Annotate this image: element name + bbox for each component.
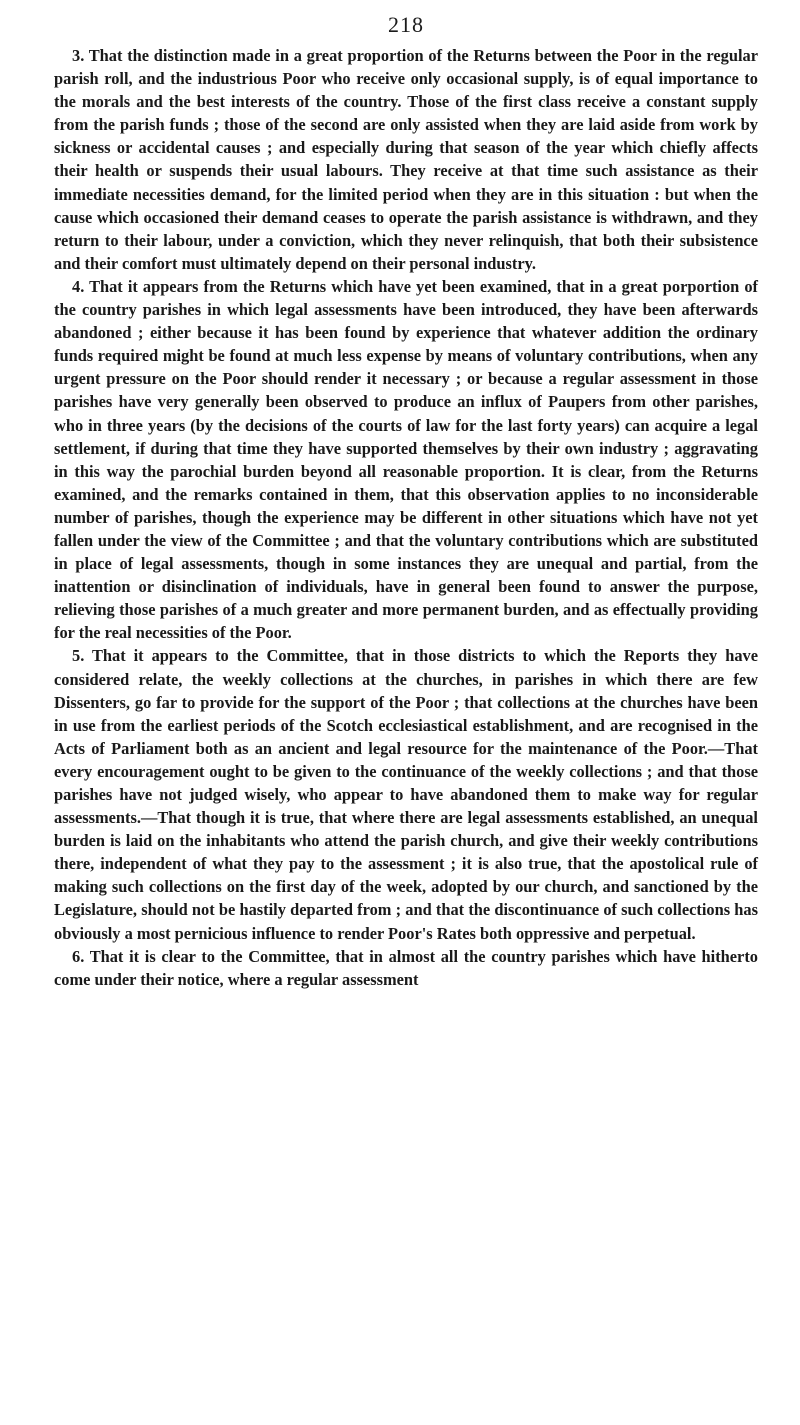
paragraph-number: 5. bbox=[72, 646, 85, 666]
paragraph-number: 3. bbox=[72, 46, 85, 65]
paragraph-text: That it appears to the Committee, that in those districts to which the Reports they have considered relate, the weekly collections at the churches, in parishes in which there are few Dissenters, go far to provide for the support of the Poor ; that collections at the churches have been in use from the earliest periods of the Scotch ecclesiastical establishment, and are recognised in the Acts of Parliament both as an ancient and legal resource for the maintenance of the Poor.—That every encouragement ought to be given to the continuance of the weekly collections ; and that those parishes have not judged wisely, who appear to have abandoned them to make way for regular assessments.—That though it is true, that where there are legal assessments established, an unequal burden is laid on the inhabitants who attend the parish church, and give their weekly contributions there, independent of what they pay to the assessment ; it is also true, that the apostolical rule of making such collections on the first day of the week, adopted by our church, and sanctioned by the Legislature, should not be hastily departed from ; and that the discontinuance of such collections has obviously a most pernicious influence to render Poor's Rates both oppressive and perpetual. bbox=[54, 646, 758, 943]
paragraph-number: 4. bbox=[72, 276, 85, 296]
page-number: 218 bbox=[388, 12, 424, 37]
paragraph-text: That it is clear to the Committee, that in almost all the country parishes which have hitherto come under their notice, where a regular assessment bbox=[54, 946, 758, 989]
paragraph-number: 6. bbox=[72, 946, 85, 966]
paragraph-4 bbox=[54, 275, 758, 645]
paragraph-3 bbox=[54, 44, 758, 275]
paragraph-text: That it appears from the Returns which have yet been examined, that in a great porportion of the country parishes in which legal assessments have been introduced, they have been afterwards abandoned ; either because it has been found by experience that whatever addition the ordinary funds required might be found at much less expense by means of voluntary contributions, when any urgent pressure on the Poor should render it necessary ; or because a regular assessment in those parishes have very generally been observed to produce an influx of Paupers from other parishes, who in three years (by the decisions of the courts of law for the last forty years) can acquire a legal settlement, if during that time they have supported themselves by their own industry ; aggravating in this way the parochial burden beyond all reasonable proportion. It is clear, from the Returns examined, and the remarks contained in them, that this observation applies to no inconsiderable number of parishes, though the experience may be different in other situations which have not yet fallen under the view of the Committee ; and that the voluntary contributions which are substituted in place of legal assessments, though in some instances they are unequal and partial, from the inattention or disinclination of individuals, have in general been found to answer the purpose, relieving those parishes of a much greater and more permanent burden, and as effectually providing for the real necessities of the Poor. bbox=[54, 276, 758, 643]
paragraph-text: That the distinction made in a great proportion of the Returns between the Poor in the regular parish roll, and the industrious Poor who receive only occasional supply, is of equal importance to the morals and the best interests of the country. Those of the first class receive a constant supply from the parish funds ; those of the second are only assisted when they are laid aside from work by sickness or accidental causes ; and especially during that season of the year which chiefly affects their health or suspends their usual labours. They receive at that time such assistance as their immediate necessities demand, for the limited period when they are in this situation : but when the cause which occasioned their demand ceases to operate the parish assistance is withdrawn, and they return to their labour, under a conviction, which they never relinquish, that both their subsistence and their comfort must ultimately depend on their personal industry. bbox=[54, 46, 758, 273]
paragraph-5 bbox=[54, 644, 758, 944]
paragraph-6 bbox=[54, 945, 758, 991]
